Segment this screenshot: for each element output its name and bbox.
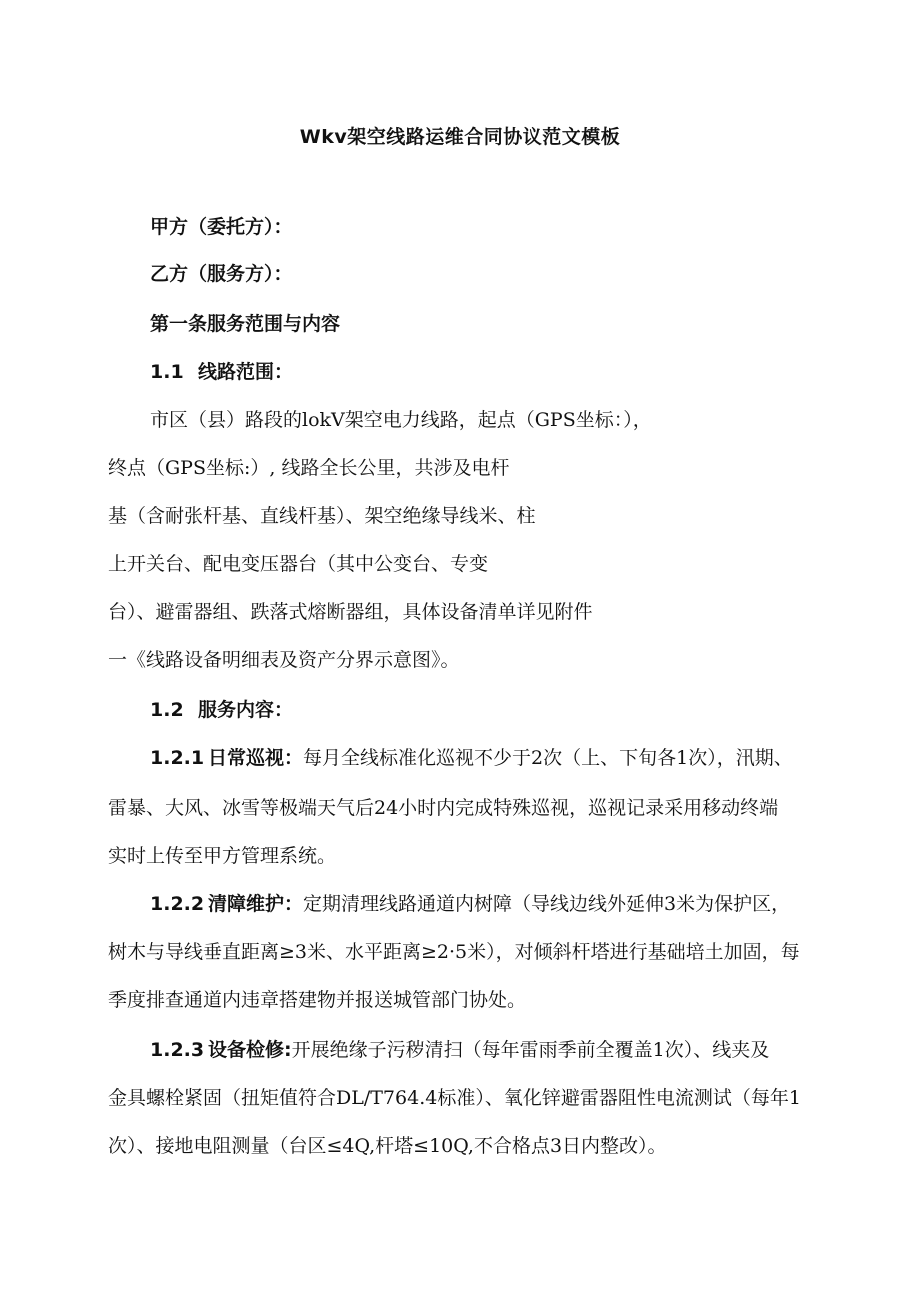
section-label: 设备检修: — [208, 1039, 292, 1061]
paragraph-line: 基（含耐张杆基、直线杆基）、架空绝缘导线米、柱 — [108, 505, 536, 527]
section-1-2-heading — [150, 698, 293, 722]
section-1-2-2-first-line — [150, 892, 790, 916]
section-number: 1.1 — [150, 361, 184, 383]
section-1-1-heading — [150, 360, 293, 384]
section-number: 1.2.2 — [150, 893, 205, 915]
section-number: 1.2 — [150, 699, 184, 721]
paragraph-line: 季度排查通道内违章搭建物并报送城管部门协处。 — [108, 989, 527, 1011]
section-label: 服务内容： — [198, 699, 294, 721]
paragraph-line: 终点（GPS坐标:）, 线路全长公里，共涉及电杆 — [108, 457, 510, 479]
paragraph-text: 定期清理线路通道内树障（导线边线外延伸3米为保护区， — [303, 893, 791, 915]
section-label: 日常巡视： — [208, 747, 304, 769]
party-a-label: 甲方（委托方）： — [150, 216, 293, 238]
paragraph-line: 一《线路设备明细表及资产分界示意图》。 — [108, 649, 460, 671]
section-number: 1.2.1 — [150, 747, 205, 769]
paragraph-text: 开展绝缘子污秽清扫（每年雷雨季前全覆盖1次）、线夹及 — [291, 1039, 770, 1061]
paragraph-line: 上开关台、配电变压器台（其中公变台、专变 — [108, 553, 489, 575]
document-title: Wkv架空线路运维合同协议范文模板 — [299, 126, 621, 148]
paragraph-line: 次）、接地电阻测量（台区≤4Q,杆塔≤10Q,不合格点3日内整改）。 — [108, 1135, 667, 1157]
paragraph-line: 雷暴、大风、冰雪等极端天气后24小时内完成特殊巡视，巡视记录采用移动终端 — [108, 797, 779, 819]
section-1-2-1-first-line — [150, 746, 793, 770]
section-1-2-3-first-line — [150, 1038, 769, 1062]
paragraph-line: 台）、避雷器组、跌落式熔断器组，具体设备清单详见附件 — [108, 601, 593, 623]
paragraph-text: 每月全线标准化巡视不少于2次（上、下旬各1次），汛期、 — [303, 747, 793, 769]
paragraph-line: 市区（县）路段的lokV架空电力线路，起点（GPS坐标：）， — [150, 409, 652, 431]
section-number: 1.2.3 — [150, 1039, 205, 1061]
article-1-heading: 第一条服务范围与内容 — [150, 313, 341, 335]
paragraph-line: 实时上传至甲方管理系统。 — [108, 845, 337, 867]
paragraph-line: 树木与导线垂直距离≥3米、水平距离≥2·5米），对倾斜杆塔进行基础培土加固，每 — [108, 941, 800, 963]
party-b-label: 乙方（服务方）： — [150, 263, 293, 285]
section-label: 清障维护： — [208, 893, 304, 915]
section-label: 线路范围： — [198, 361, 294, 383]
paragraph-line: 金具螺栓紧固（扭矩值符合DL/T764.4标准）、氧化锌避雷器阻性电流测试（每年1 — [108, 1087, 801, 1109]
